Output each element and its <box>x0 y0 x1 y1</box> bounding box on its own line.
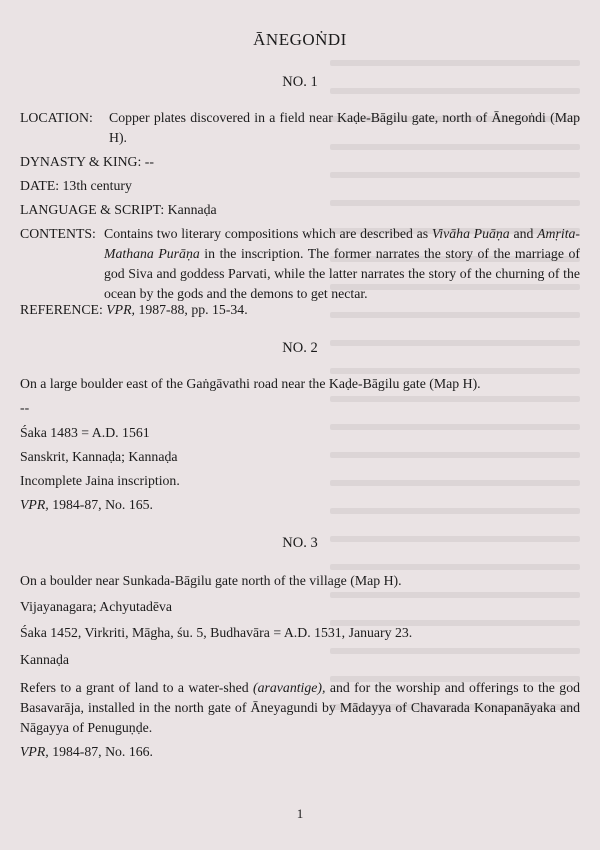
entry-1-dynasty: DYNASTY & KING: -- <box>20 154 154 169</box>
location-label: LOCATION: <box>20 110 93 125</box>
entry-3-contents <box>20 678 580 738</box>
entry-2-contents: Incomplete Jaina inscription. <box>20 473 180 488</box>
entry-3-reference <box>20 742 582 762</box>
contents-text <box>104 224 580 304</box>
reference-text: 1987-88, pp. 15-34. <box>138 302 248 317</box>
reference-text: 1984-87, No. 165. <box>52 497 153 512</box>
reference-label: REFERENCE: <box>20 302 103 317</box>
reference-text: 1984-87, No. 166. <box>52 744 153 759</box>
location-text: Copper plates discovered in a field near Kaḍe-Bāgilu gate, north of Ānegoṅdi (Map H). <box>109 110 580 145</box>
reference-italic: VPR, <box>106 302 135 317</box>
contents-italic-title: Vivāha Puāṇa <box>431 226 510 241</box>
entry-3-location: On a boulder near Sunkada-Bāgilu gate north of the village (Map H). <box>20 573 402 588</box>
entry-2-heading: NO. 2 <box>282 340 318 356</box>
entry-2-location: On a large boulder east of the Gaṅgāvathi road near the Kaḍe-Bāgilu gate (Map H). <box>20 376 481 391</box>
entry-1-heading: NO. 1 <box>282 74 318 90</box>
entry-1-reference <box>20 300 582 320</box>
reference-italic: VPR, <box>20 497 49 512</box>
contents-part: in the inscription. The former narrates the story of the marriage of god Siva and goddess Parvati, while the latter narrates the story of the churning of the ocean by the gods and the demons to get nectar. <box>104 246 580 301</box>
contents-italic-title: Amṛita-Mathana Purāṇa <box>104 226 581 261</box>
entry-1-contents <box>20 224 580 304</box>
entry-3-dynasty: Vijayanagara; Achyutadēva <box>20 599 173 614</box>
contents-part: Refers to a grant of land to a water-shed <box>20 680 249 695</box>
entry-2-date: Śaka 1483 = A.D. 1561 <box>20 425 150 440</box>
contents-label: CONTENTS: <box>20 226 96 241</box>
entry-2-dynasty: -- <box>20 400 30 415</box>
contents-part: Contains two literary compositions which are described as <box>104 226 429 241</box>
contents-part: and <box>513 226 534 241</box>
entry-2-language: Sanskrit, Kannaḍa; Kannaḍa <box>20 449 178 464</box>
reference-italic: VPR, <box>20 744 49 759</box>
entry-2-reference <box>20 495 582 515</box>
entry-1-language: LANGUAGE & SCRIPT: Kannaḍa <box>20 202 217 217</box>
entry-1-date: DATE: 13th century <box>20 178 132 193</box>
contents-italic-term: (aravantige), <box>253 680 326 695</box>
page-title: ĀNEGOṄDI <box>253 30 347 49</box>
entry-3-language: Kannaḍa <box>20 652 70 667</box>
entry-3-date: Śaka 1452, Virkriti, Māgha, śu. 5, Budhavāra = A.D. 1531, January 23. <box>20 625 413 640</box>
entry-3-heading: NO. 3 <box>282 535 318 551</box>
contents-part: and for the worship and offerings to the god Basavarāja, installed in the north gate of Āneyagundi by Mādayya of Chavarada Konapanāyaka and Nāgayya of Penuguṇḍe. <box>20 680 581 735</box>
entry-1-location <box>20 108 580 148</box>
page-number: 1 <box>296 806 304 821</box>
